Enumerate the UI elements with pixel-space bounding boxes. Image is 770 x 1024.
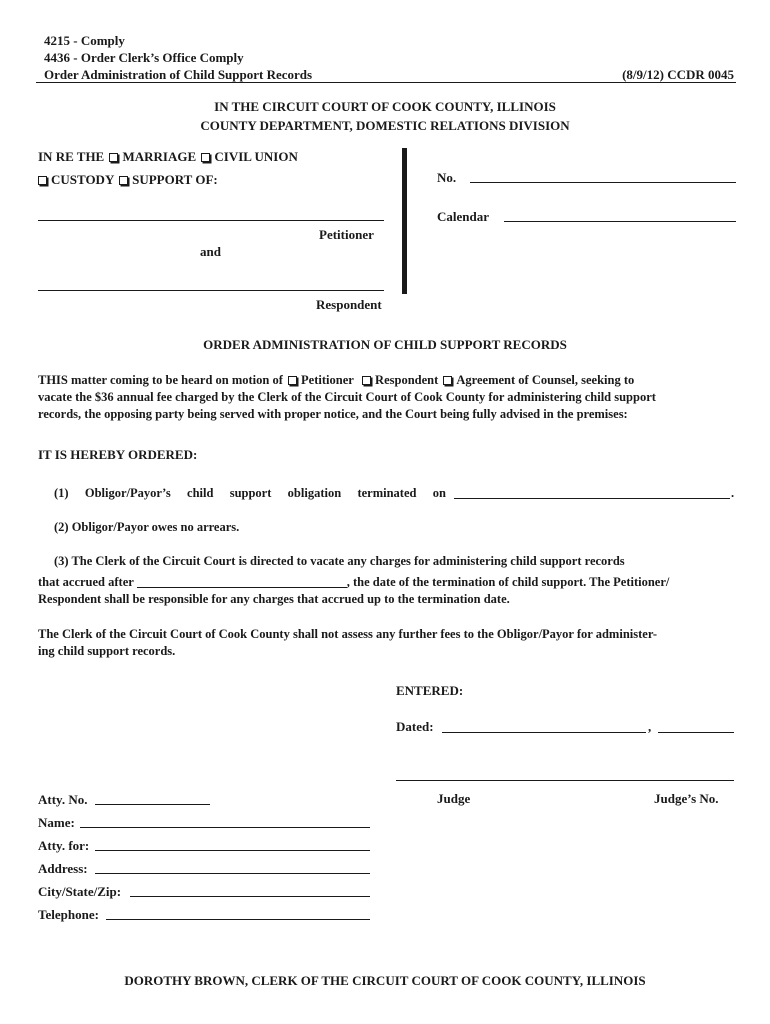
support-of-checkbox[interactable] — [119, 176, 128, 185]
custody-checkbox[interactable] — [38, 176, 47, 185]
telephone-field[interactable] — [106, 919, 370, 920]
calendar-field[interactable] — [504, 221, 736, 222]
motion-petitioner-label: Petitioner — [301, 373, 354, 387]
petitioner-name-line[interactable] — [38, 220, 384, 221]
item-1-word: obligation — [287, 486, 342, 500]
and-label: and — [200, 244, 221, 259]
item-1-word: Obligor/Payor’s — [84, 486, 171, 500]
closing-line-2: ing child support records. — [38, 644, 176, 658]
dated-year-field[interactable] — [658, 732, 734, 733]
item-3-line-2 — [38, 574, 669, 591]
closing-line-1: The Clerk of the Circuit Court of Cook County shall not assess any further fees to the Obligor/Payor for administer- — [38, 627, 658, 641]
form-number-order-clerk: 4436 - Order Clerk’s Office Comply — [44, 50, 244, 65]
dated-field[interactable] — [442, 732, 646, 733]
intro-text: THIS matter coming to be heard on motion of — [38, 373, 283, 387]
respondent-name-line[interactable] — [38, 290, 384, 291]
intro-line-1 — [38, 372, 634, 389]
petitioner-label: Petitioner — [319, 227, 374, 242]
item-3-line-3: Respondent shall be responsible for any charges that accrued up to the termination date. — [38, 592, 510, 606]
header-rule — [36, 82, 736, 83]
respondent-label: Respondent — [316, 297, 382, 312]
motion-agreement-checkbox[interactable] — [443, 376, 452, 385]
entered-label: ENTERED: — [396, 683, 464, 698]
in-re-label: IN RE THE — [38, 149, 105, 164]
atty-name-label: Name: — [38, 815, 75, 830]
item-3-suffix: , the date of the termination of child support. The Petitioner/ — [346, 575, 670, 589]
termination-date-field[interactable] — [454, 498, 730, 499]
in-re-line — [38, 148, 298, 165]
city-state-zip-label: City/State/Zip: — [38, 884, 122, 899]
intro-line-2: vacate the $36 annual fee charged by the Clerk of the Circuit Court of Cook County for administering child support — [38, 390, 656, 404]
motion-respondent-checkbox[interactable] — [362, 376, 371, 385]
item-1-word: terminated — [357, 486, 417, 500]
form-subtitle: Order Administration of Child Support Records — [44, 67, 313, 82]
dated-comma: , — [648, 719, 652, 734]
civil-union-label: CIVIL UNION — [214, 149, 298, 164]
atty-no-field[interactable] — [95, 804, 210, 805]
case-number-field[interactable] — [470, 182, 736, 183]
city-state-zip-field[interactable] — [130, 896, 370, 897]
item-1-period: . — [731, 486, 735, 500]
motion-agreement-label: Agreement of Counsel, seeking to — [456, 373, 635, 387]
atty-for-label: Atty. for: — [38, 838, 90, 853]
form-code: (8/9/12) CCDR 0045 — [622, 67, 734, 82]
accrued-after-date-field[interactable] — [137, 574, 347, 588]
caption-divider — [402, 148, 407, 294]
motion-respondent-label: Respondent — [375, 373, 439, 387]
marriage-checkbox[interactable] — [109, 153, 118, 162]
item-3-line-1: (3) The Clerk of the Circuit Court is directed to vacate any charges for administering child support records — [54, 554, 625, 568]
civil-union-checkbox[interactable] — [201, 153, 210, 162]
judge-number-label: Judge’s No. — [654, 791, 719, 806]
form-number-comply: 4215 - Comply — [44, 33, 125, 48]
calendar-label: Calendar — [437, 209, 489, 224]
address-label: Address: — [38, 861, 88, 876]
item-3-prefix: that accrued after — [38, 575, 134, 589]
item-1-word: on — [432, 486, 446, 500]
telephone-label: Telephone: — [38, 907, 99, 922]
item-1-word: support — [229, 486, 272, 500]
marriage-label: MARRIAGE — [122, 149, 197, 164]
intro-line-3: records, the opposing party being served with proper notice, and the Court being fully advised in the premises: — [38, 407, 628, 421]
judge-label: Judge — [437, 791, 471, 806]
atty-no-label: Atty. No. — [38, 792, 88, 807]
item-2-text: (2) Obligor/Payor owes no arrears. — [54, 520, 240, 534]
atty-for-field[interactable] — [95, 850, 370, 851]
item-1-number: (1) — [54, 486, 69, 500]
atty-name-field[interactable] — [80, 827, 370, 828]
custody-label: CUSTODY — [51, 172, 114, 187]
motion-petitioner-checkbox[interactable] — [288, 376, 297, 385]
address-field[interactable] — [95, 873, 370, 874]
custody-line — [36, 171, 218, 188]
court-name: IN THE CIRCUIT COURT OF COOK COUNTY, ILLINOIS — [214, 99, 556, 114]
item-1-word: child — [187, 486, 214, 500]
item-1-text — [54, 485, 446, 502]
court-division: COUNTY DEPARTMENT, DOMESTIC RELATIONS DIVISION — [200, 118, 570, 133]
judge-signature-line[interactable] — [396, 780, 734, 781]
order-title: ORDER ADMINISTRATION OF CHILD SUPPORT RECORDS — [203, 337, 567, 352]
clerk-footer: DOROTHY BROWN, CLERK OF THE CIRCUIT COURT OF COOK COUNTY, ILLINOIS — [124, 973, 646, 988]
hereby-ordered: IT IS HEREBY ORDERED: — [38, 447, 198, 462]
dated-label: Dated: — [396, 719, 434, 734]
case-number-label: No. — [437, 170, 457, 185]
support-of-label: SUPPORT OF: — [132, 172, 218, 187]
